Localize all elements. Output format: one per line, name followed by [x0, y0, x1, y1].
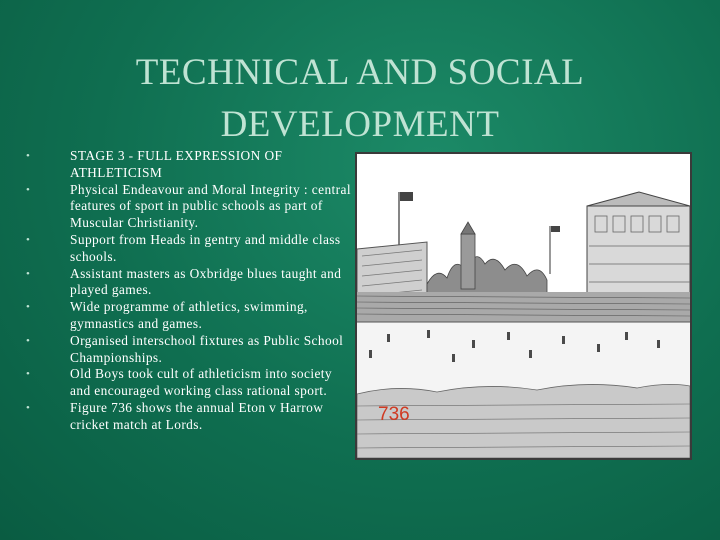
bullet-dot-icon: • — [26, 334, 31, 347]
bullet-item: • Old Boys took cult of athleticism into society and encouraged working class rational sport. — [26, 366, 333, 399]
slide-title — [0, 47, 720, 151]
figure-number: 736 — [378, 404, 410, 425]
bullet-dot-icon: • — [26, 183, 31, 196]
bullet-item: • Physical Endeavour and Moral Integrity : central features of sport in public schools as part of Muscular Christianity. — [26, 181, 351, 231]
bullet-dot-icon: • — [26, 267, 31, 280]
bullet-item: • Figure 736 shows the annual Eton v Harrow cricket match at Lords. — [26, 399, 324, 432]
bullet-list — [26, 148, 356, 434]
bullet-item: • Support from Heads in gentry and middle class schools. — [26, 231, 341, 264]
bullet-dot-icon: • — [26, 301, 31, 314]
bullet-dot-icon: • — [26, 401, 31, 414]
bullet-item: • Assistant masters as Oxbridge blues taught and played games. — [26, 265, 342, 298]
bullet-item: • Wide programme of athletics, swimming, gymnastics and games. — [26, 299, 308, 331]
bullet-dot-icon: • — [26, 368, 31, 381]
title-line-2: DEVELOPMENT — [220, 103, 500, 145]
bullet-item: • STAGE 3 - FULL EXPRESSION OF ATHLETICISM — [26, 148, 283, 180]
title-line-1: TECHNICAL AND SOCIAL — [135, 51, 585, 93]
bullet-item: • Organised interschool fixtures as Public School Championships. — [26, 332, 344, 365]
bullet-dot-icon: • — [26, 233, 31, 246]
cricket-match-figure — [355, 152, 692, 460]
bullet-dot-icon: • — [26, 150, 31, 162]
